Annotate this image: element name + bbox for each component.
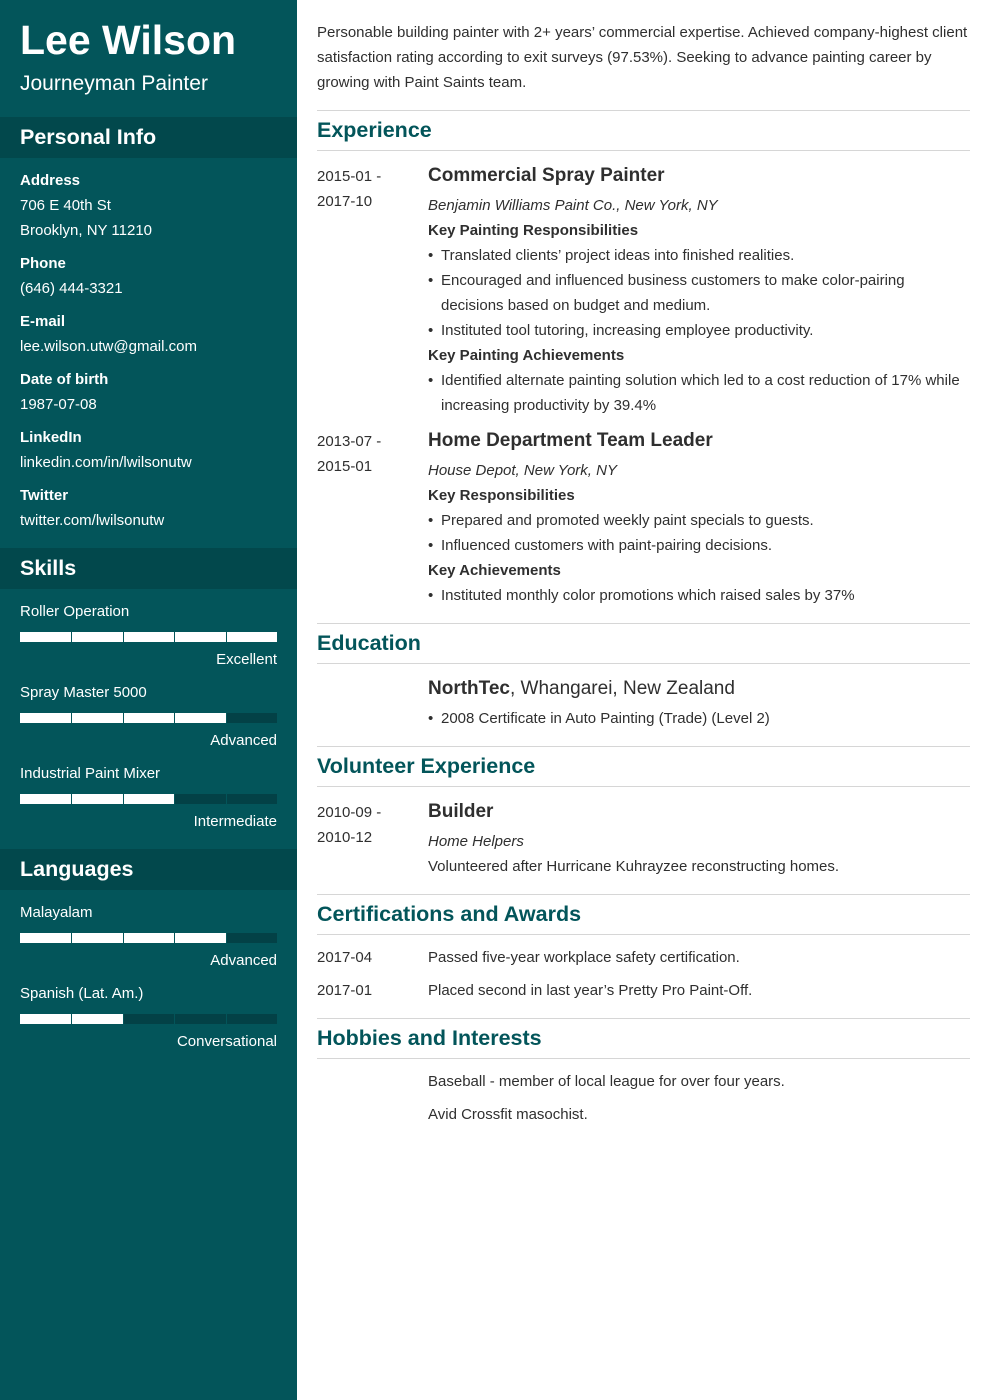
skill-name: Spray Master 5000 [20, 684, 147, 701]
language-rating-bar [20, 933, 277, 943]
language-level: Advanced [210, 952, 277, 969]
skills-heading: Skills [0, 548, 297, 589]
certification-date: 2017-01 [317, 982, 373, 999]
school-name: NorthTec [428, 678, 510, 699]
hobby-item: Avid Crossfit masochist. [428, 1106, 588, 1123]
skill-rating-bar [20, 713, 277, 723]
rating-segment-divider [71, 632, 72, 642]
list-item: • 2008 Certificate in Auto Painting (Trade) (Level 2) [428, 706, 970, 731]
rating-segment-divider [174, 632, 175, 642]
skill-rating-fill [20, 632, 277, 642]
linkedin-value[interactable]: linkedin.com/in/lwilsonutw [20, 454, 192, 471]
volunteer-role: Builder [428, 801, 494, 822]
education-entry [428, 676, 970, 731]
phone-label: Phone [20, 255, 66, 272]
achievements-heading: Key Achievements [428, 562, 561, 579]
rating-segment-divider [174, 1014, 175, 1024]
hobby-item: Baseball - member of local league for over four years. [428, 1073, 785, 1090]
education-list [428, 706, 970, 731]
volunteer-description: Volunteered after Hurricane Kuhrayzee reconstructing homes. [428, 858, 840, 875]
rating-segment-divider [226, 632, 227, 642]
rating-segment-divider [174, 933, 175, 943]
list-item: • Influenced customers with paint-pairing decisions. [428, 533, 970, 558]
skill-name: Roller Operation [20, 603, 130, 620]
language-rating-bar [20, 1014, 277, 1024]
achievements-list [428, 583, 970, 608]
list-item: • Encouraged and influenced business customers to make color-pairing decisions based on budget and medium. [428, 268, 970, 318]
list-item: • Instituted tool tutoring, increasing employee productivity. [428, 318, 970, 343]
certification-date: 2017-04 [317, 949, 373, 966]
language-level: Conversational [176, 1033, 277, 1050]
job-employer: House Depot, New York, NY [428, 462, 617, 479]
skill-level: Advanced [210, 732, 277, 749]
list-item: • Translated clients’ project ideas into finished realities. [428, 243, 970, 268]
job-title: Commercial Spray Painter [428, 165, 665, 186]
sidebar [0, 0, 297, 1400]
volunteer-org: Home Helpers [428, 833, 524, 850]
certification-text: Passed five-year workplace safety certification. [428, 949, 740, 966]
responsibilities-heading: Key Responsibilities [428, 487, 575, 504]
responsibilities-heading: Key Painting Responsibilities [428, 222, 639, 239]
rating-segment-divider [71, 713, 72, 723]
achievements-list [428, 368, 970, 418]
twitter-label: Twitter [20, 487, 69, 504]
rating-segment-divider [226, 713, 227, 723]
job-entry [428, 428, 970, 608]
list-item: • Prepared and promoted weekly paint specials to guests. [428, 508, 970, 533]
rating-segment-divider [226, 1014, 227, 1024]
job-date-end: 2015-01 [317, 458, 373, 475]
volunteer-date-end: 2010-12 [317, 829, 373, 846]
rating-segment-divider [123, 794, 124, 804]
rating-segment-divider [71, 933, 72, 943]
job-employer: Benjamin Williams Paint Co., New York, NY [428, 197, 718, 214]
rating-segment-divider [123, 1014, 124, 1024]
rating-segment-divider [174, 713, 175, 723]
skill-rating-bar [20, 794, 277, 804]
skill-rating-bar [20, 632, 277, 642]
school-line [428, 676, 970, 702]
job-date-start: 2015-01 - [317, 168, 382, 185]
address-line-2: Brooklyn, NY 11210 [20, 222, 153, 239]
personal-info-heading: Personal Info [0, 117, 297, 158]
dob-value: 1987-07-08 [20, 396, 97, 413]
phone-value: (646) 444-3321 [20, 280, 123, 297]
email-label: E-mail [20, 313, 66, 330]
job-date-end: 2017-10 [317, 193, 373, 210]
email-value[interactable]: lee.wilson.utw@gmail.com [20, 338, 197, 355]
language-name: Malayalam [20, 904, 93, 921]
job-date-start: 2013-07 - [317, 433, 382, 450]
skill-name: Industrial Paint Mixer [20, 765, 161, 782]
list-item: • Identified alternate painting solution which led to a cost reduction of 17% while increasing productivity by 39.4% [428, 368, 970, 418]
rating-segment-divider [71, 1014, 72, 1024]
volunteer-heading: Volunteer Experience [317, 746, 970, 787]
twitter-value[interactable]: twitter.com/lwilsonutw [20, 512, 165, 529]
skill-level: Excellent [216, 651, 277, 668]
certifications-heading: Certifications and Awards [317, 894, 970, 935]
volunteer-entry [428, 799, 970, 879]
skill-level: Intermediate [193, 813, 277, 830]
education-heading: Education [317, 623, 970, 664]
list-item: • Instituted monthly color promotions which raised sales by 37% [428, 583, 970, 608]
language-name: Spanish (Lat. Am.) [20, 985, 144, 1002]
candidate-name: Lee Wilson [20, 17, 237, 63]
responsibilities-list [428, 508, 970, 558]
school-location: , Whangarei, New Zealand [509, 678, 735, 699]
rating-segment-divider [123, 933, 124, 943]
candidate-title: Journeyman Painter [20, 72, 208, 95]
address-label: Address [20, 172, 81, 189]
hobbies-heading: Hobbies and Interests [317, 1018, 970, 1059]
volunteer-date-start: 2010-09 - [317, 804, 382, 821]
address-line-1: 706 E 40th St [20, 197, 111, 214]
skill-rating-fill [20, 794, 174, 804]
rating-segment-divider [123, 713, 124, 723]
linkedin-label: LinkedIn [20, 429, 82, 446]
rating-segment-divider [123, 632, 124, 642]
job-entry [428, 163, 970, 418]
job-title: Home Department Team Leader [428, 430, 713, 451]
rating-segment-divider [226, 794, 227, 804]
achievements-heading: Key Painting Achievements [428, 347, 625, 364]
languages-heading: Languages [0, 849, 297, 890]
experience-heading: Experience [317, 110, 970, 151]
rating-segment-divider [174, 794, 175, 804]
rating-segment-divider [226, 933, 227, 943]
profile-summary: Personable building painter with 2+ years’ commercial expertise. Achieved company-highest client satisfaction rating according to exit surveys (97.53%). Seeking to advance painting career by growing with Paint Saints team. [317, 24, 968, 91]
rating-segment-divider [71, 794, 72, 804]
dob-label: Date of birth [20, 371, 109, 388]
responsibilities-list [428, 243, 970, 343]
certification-text: Placed second in last year’s Pretty Pro Paint-Off. [428, 982, 753, 999]
